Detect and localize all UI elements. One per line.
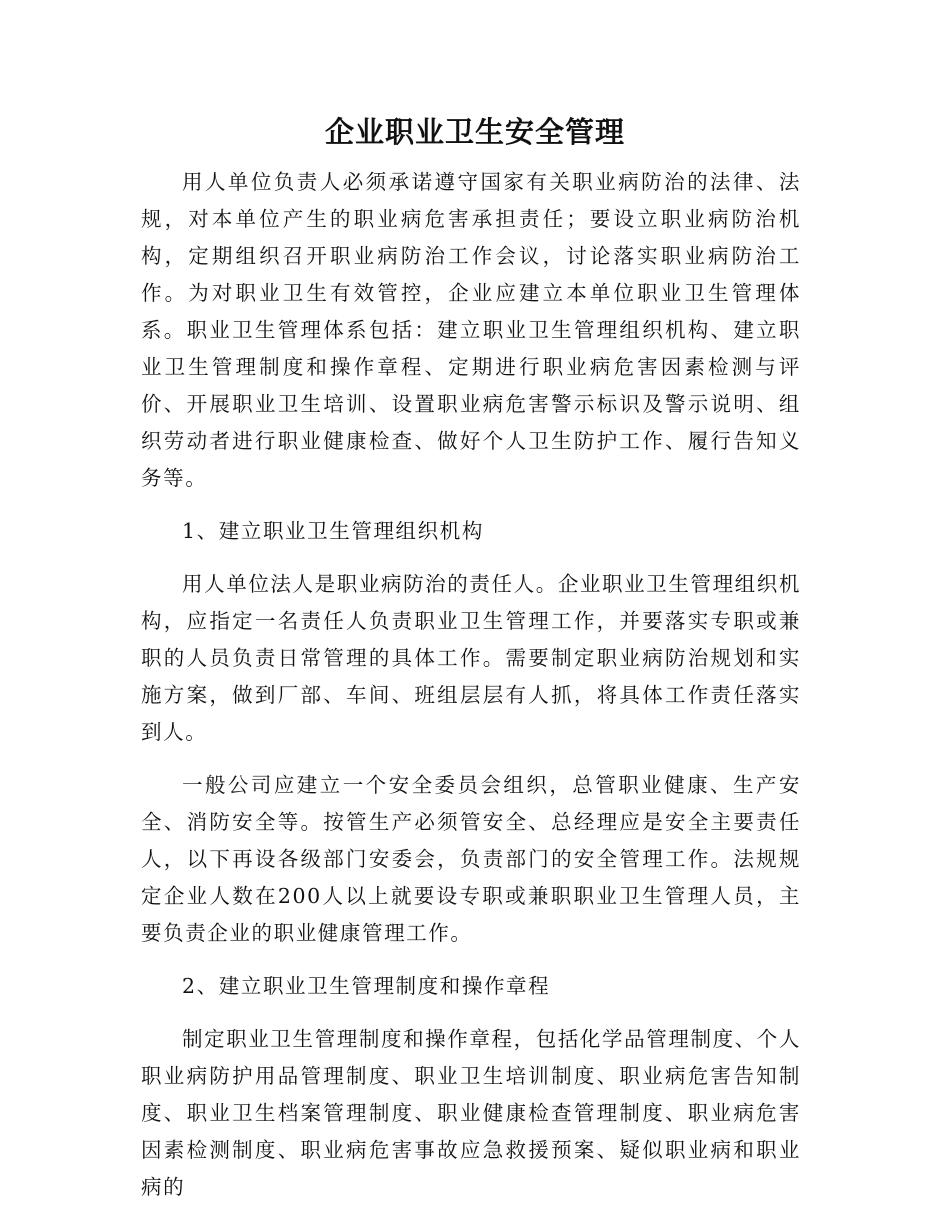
section-1-paragraph-1: 用人单位法人是职业病防治的责任人。企业职业卫生管理组织机构，应指定一名责任人负责职业卫生管理工作，并要落实专职或兼职的人员负责日常管理的具体工作。需要制定职业病防治规划和实施方案，做到厂部、车间、班组层层有人抓，将具体工作责任落实到人。: [141, 572, 801, 744]
document-body: [141, 164, 801, 1222]
section-heading-1: 1、建立职业卫生管理组织机构: [182, 519, 484, 543]
section-2-paragraph-1: 制定职业卫生管理制度和操作章程，包括化学品管理制度、个人职业病防护用品管理制度、职业卫生培训制度、职业病危害告知制度、职业卫生档案管理制度、职业健康检查管理制度、职业病危害因素检测制度、职业病危害事故应急救援预案、疑似职业病和职业病的: [141, 1027, 801, 1199]
document-title: 企业职业卫生安全管理: [324, 115, 625, 149]
intro-paragraph: 用人单位负责人必须承诺遵守国家有关职业病防治的法律、法规，对本单位产生的职业病危害承担责任；要设立职业病防治机构，定期组织召开职业病防治工作会议，讨论落实职业病防治工作。为对职业卫生有效管控，企业应建立本单位职业卫生管理体系。职业卫生管理体系包括：建立职业卫生管理组织机构、建立职业卫生管理制度和操作章程、定期进行职业病危害因素检测与评价、开展职业卫生培训、设置职业病危害警示标识及警示说明、组织劳动者进行职业健康检查、做好个人卫生防护工作、履行告知义务等。: [141, 170, 801, 490]
section-1-paragraph-2: 一般公司应建立一个安全委员会组织，总管职业健康、生产安全、消防安全等。按管生产必须管安全、总经理应是安全主要责任人，以下再设各级部门安委会，负责部门的安全管理工作。法规规定企业人数在200人以上就要设专职或兼职职业卫生管理人员，主要负责企业的职业健康管理工作。: [141, 773, 801, 945]
section-heading-2: 2、建立职业卫生管理制度和操作章程: [182, 974, 551, 998]
